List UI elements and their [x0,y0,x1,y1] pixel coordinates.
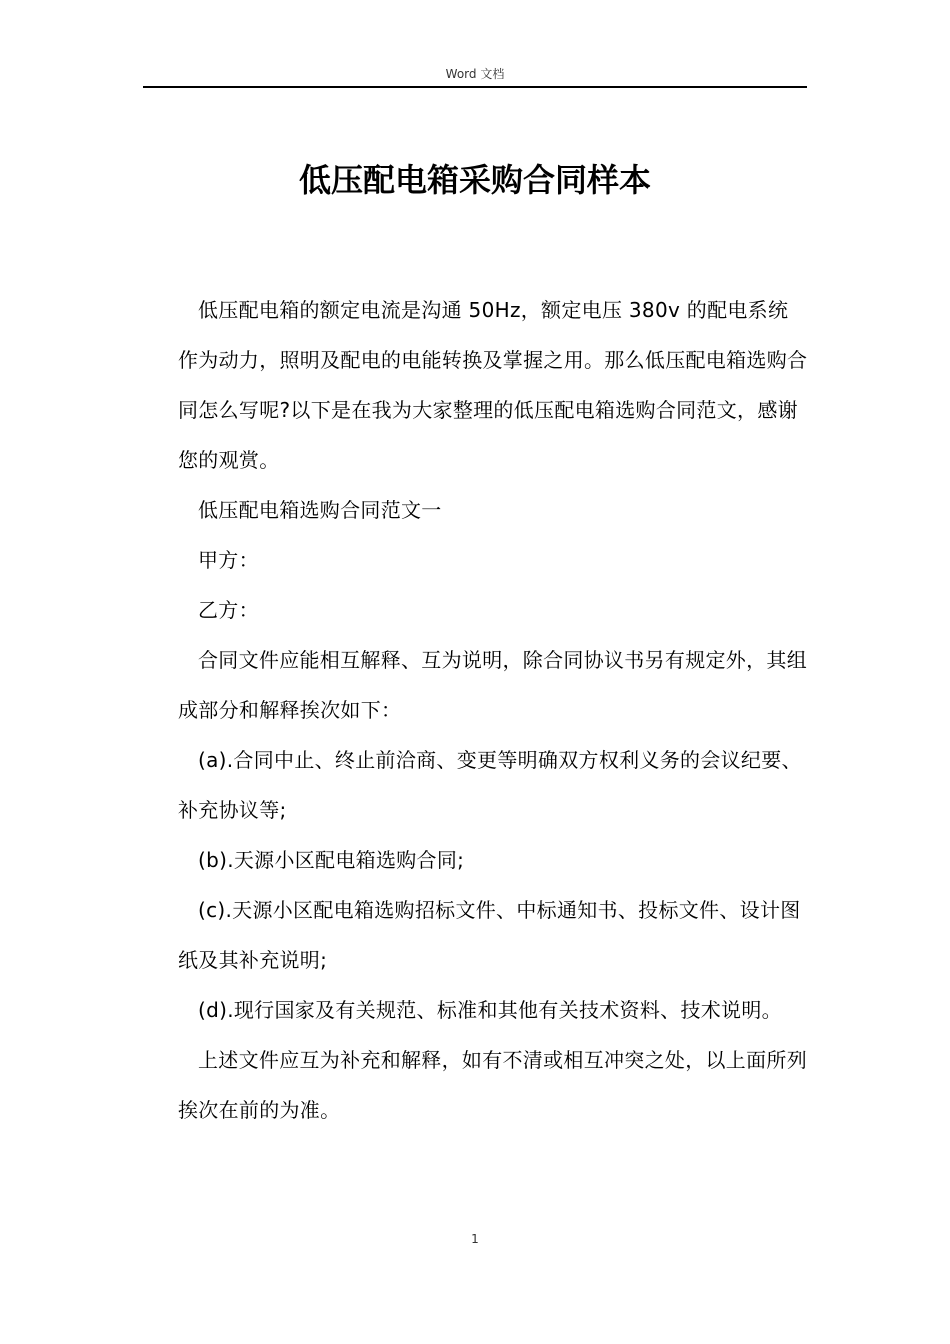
document-body [178,285,808,1135]
clause-b: (b).天源小区配电箱选购合同; [198,848,465,872]
party-a-line: 甲方： [198,548,259,572]
precedence-paragraph: 上述文件应互为补充和解释，如有不清或相互冲突之处，以上面所列挨次在前的为准。 [178,1048,807,1122]
clause-d: (d).现行国家及有关规范、标准和其他有关技术资料、技术说明。 [198,998,782,1022]
document-title: 低压配电箱采购合同样本 [298,161,651,199]
clause-a: (a).合同中止、终止前洽商、变更等明确双方权利义务的会议纪要、补充协议等; [178,748,802,822]
clause-c: (c).天源小区配电箱选购招标文件、中标通知书、投标文件、设计图纸及其补充说明; [178,898,801,972]
party-b-line: 乙方： [198,598,259,622]
intro-paragraph: 低压配电箱的额定电流是沟通 50Hz，额定电压 380v 的配电系统作为动力，照明及配电的电能转换及掌握之用。那么低压配电箱选购合同怎么写呢?以下是在我为大家整理的低压配电箱选购合同范文，感谢您的观赏。 [178,298,808,472]
contract-documents-paragraph: 合同文件应能相互解释、互为说明，除合同协议书另有规定外，其组成部分和解释挨次如下： [178,648,807,722]
page-number: 1 [471,1232,479,1246]
header-label: Word 文档 [445,67,505,81]
header-divider [143,86,807,88]
page-header [143,66,807,82]
section-heading: 低压配电箱选购合同范文一 [198,498,442,522]
